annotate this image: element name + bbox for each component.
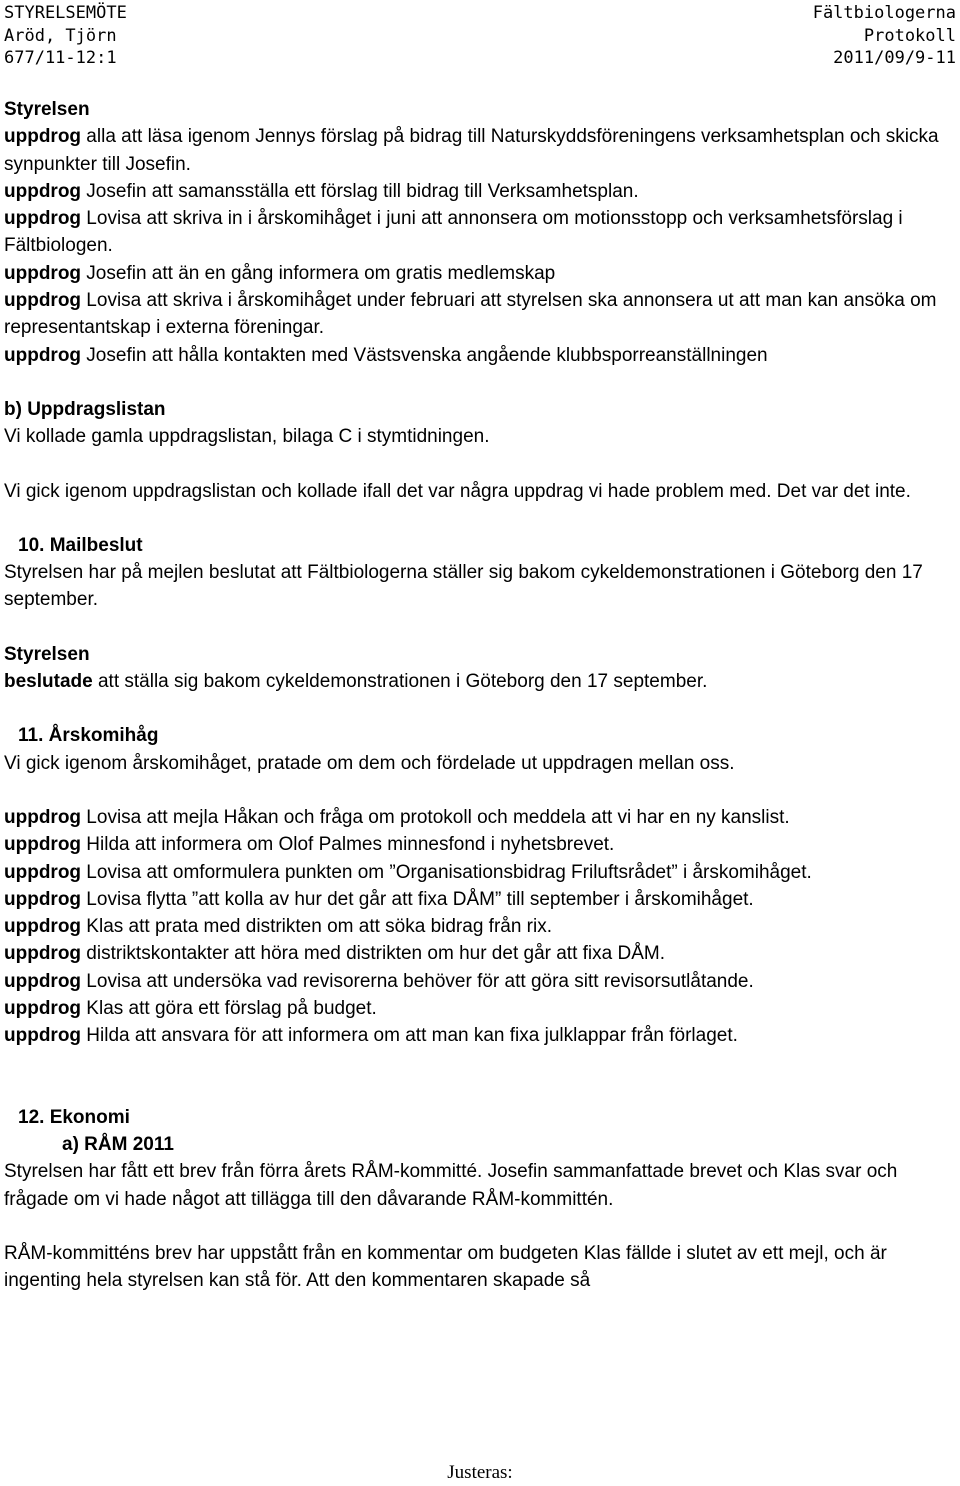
paragraph [4, 1158, 954, 1213]
paragraph-text: Lovisa att omformulera punkten om ”Organisationsbidrag Friluftsrådet” i årskomihåget. [81, 861, 812, 883]
footer-justeras: Justeras: [447, 1462, 513, 1483]
paragraph [4, 968, 954, 995]
header-organization: Fältbiologerna [812, 3, 956, 23]
subsection-heading: a) RÅM 2011 [62, 1133, 174, 1155]
decision-keyword: uppdrog [4, 916, 82, 938]
paragraph [4, 123, 954, 178]
decision-keyword: uppdrog [4, 834, 82, 856]
paragraph-text: Hilda att ansvara för att informera om att man kan fixa julklappar från förlaget. [81, 1025, 738, 1047]
paragraph-spacer [4, 1213, 954, 1240]
section [4, 1104, 954, 1131]
paragraph [4, 260, 954, 287]
decision-keyword: uppdrog [4, 888, 82, 910]
paragraph [4, 559, 954, 614]
paragraph [4, 859, 954, 886]
decision-keyword: uppdrog [4, 998, 82, 1020]
decision-keyword: uppdrog [4, 1025, 82, 1047]
heading-text: b) Uppdragslistan [4, 398, 166, 420]
header-date: 2011/09/9-11 [833, 48, 956, 68]
paragraph-spacer [4, 451, 954, 478]
decision-keyword: beslutade [4, 671, 93, 693]
decision-keyword: uppdrog [4, 970, 82, 992]
paragraph-text: Lovisa att undersöka vad revisorerna behöver för att göra sitt revisorsutlåtande. [81, 970, 754, 992]
paragraph-text: Hilda att informera om Olof Palmes minnesfond i nyhetsbrevet. [81, 834, 615, 856]
section-heading: 11. Årskomihåg [18, 725, 159, 747]
page-header [4, 2, 956, 72]
paragraph [4, 831, 954, 858]
paragraph [4, 750, 954, 777]
paragraph-text: Styrelsen har fått ett brev från förra årets RÅM-kommitté. Josefin sammanfattade brevet och Klas svar och frågade om vi hade något att tillägga till den dåvarande RÅM-kommittén. [4, 1161, 898, 1210]
paragraph-text: Lovisa att skriva in i årskomihåget i juni att annonsera om motionsstopp och verksamhetsförslag i Fältbiologen. [4, 208, 903, 257]
section-heading: 10. Mailbeslut [18, 534, 143, 556]
section [4, 722, 954, 749]
heading [4, 96, 954, 123]
paragraph [4, 423, 954, 450]
decision-keyword: uppdrog [4, 126, 82, 148]
document-body [4, 96, 954, 1294]
header-right [813, 2, 956, 70]
heading [4, 641, 954, 668]
paragraph-text: Vi gick igenom årskomihåget, pratade om dem och fördelade ut uppdragen mellan oss. [4, 752, 735, 774]
paragraph-spacer [4, 505, 954, 532]
paragraph [4, 886, 954, 913]
paragraph-text: Josefin att än en gång informera om gratis medlemskap [81, 262, 556, 284]
decision-keyword: uppdrog [4, 344, 82, 366]
paragraph-text: alla att läsa igenom Jennys förslag på bidrag till Naturskyddsföreningens verksamhetsplan och skicka synpunkter till Josefin. [4, 126, 939, 175]
paragraph [4, 178, 954, 205]
paragraph [4, 1022, 954, 1049]
paragraph [4, 1240, 954, 1295]
paragraph-text: att ställa sig bakom cykeldemonstrationen i Göteborg den 17 september. [92, 671, 708, 693]
paragraph-text: Lovisa att mejla Håkan och fråga om protokoll och meddela att vi har en ny kanslist. [81, 806, 790, 828]
paragraph-text: Josefin att samansställa ett förslag till bidrag till Verksamhetsplan. [81, 180, 639, 202]
paragraph-text: Vi kollade gamla uppdragslistan, bilaga C i stymtidningen. [4, 426, 490, 448]
paragraph [4, 668, 954, 695]
decision-keyword: uppdrog [4, 943, 82, 965]
header-document-type: Protokoll [863, 25, 956, 46]
paragraph-text: Vi gick igenom uppdragslistan och kollade ifall det var några uppdrag vi hade problem med. Det var det inte. [4, 480, 911, 502]
decision-keyword: uppdrog [4, 208, 82, 230]
paragraph [4, 342, 954, 369]
paragraph-text: Klas att prata med distrikten om att söka bidrag från rix. [81, 916, 553, 938]
decision-keyword: uppdrog [4, 180, 82, 202]
paragraph [4, 478, 954, 505]
decision-keyword: uppdrog [4, 861, 82, 883]
section-heading: 12. Ekonomi [18, 1106, 130, 1128]
heading-text: Styrelsen [4, 99, 90, 120]
paragraph-text: RÅM-kommitténs brev har uppstått från en kommentar om budgeten Klas fällde i slutet av ett mejl, och är ingenting hela styrelsen kan stå för. Att den kommentaren skapade så [4, 1242, 887, 1292]
paragraph-text: distriktskontakter att höra med distrikten om hur det går att fixa DÅM. [81, 943, 665, 965]
decision-keyword: uppdrog [4, 290, 82, 312]
paragraph-spacer [4, 777, 954, 804]
paragraph-text: Lovisa flytta ”att kolla av hur det går att fixa DÅM” till september i årskomihåget. [81, 888, 754, 910]
header-document-number: 677/11-12:1 [4, 48, 117, 68]
paragraph [4, 940, 954, 967]
paragraph [4, 205, 954, 260]
decision-keyword: uppdrog [4, 262, 82, 284]
header-meeting-type: STYRELSEMÖTE [4, 3, 127, 23]
paragraph-text: Klas att göra ett förslag på budget. [81, 998, 377, 1020]
header-location: Aröd, Tjörn [4, 25, 117, 46]
header-left [4, 2, 127, 70]
decision-keyword: uppdrog [4, 806, 82, 828]
paragraph-text: Styrelsen har på mejlen beslutat att Fältbiologerna ställer sig bakom cykeldemonstrationen i Göteborg den 17 september. [4, 562, 923, 611]
paragraph-text: Josefin att hålla kontakten med Västsvenska angående klubbsporreanställningen [81, 344, 768, 366]
heading [4, 396, 954, 423]
paragraph [4, 287, 954, 342]
paragraph [4, 995, 954, 1022]
paragraph [4, 913, 954, 940]
paragraph-text: Lovisa att skriva i årskomihåget under februari att styrelsen ska annonsera ut att man kan ansöka om representantskap i externa föreningar. [4, 290, 937, 339]
section [4, 532, 954, 559]
paragraph-spacer [4, 695, 954, 722]
paragraph-spacer [4, 1050, 954, 1104]
paragraph [4, 804, 954, 831]
heading-text: Styrelsen [4, 643, 90, 665]
paragraph-spacer [4, 369, 954, 396]
subsection [4, 1131, 954, 1158]
paragraph-spacer [4, 614, 954, 641]
